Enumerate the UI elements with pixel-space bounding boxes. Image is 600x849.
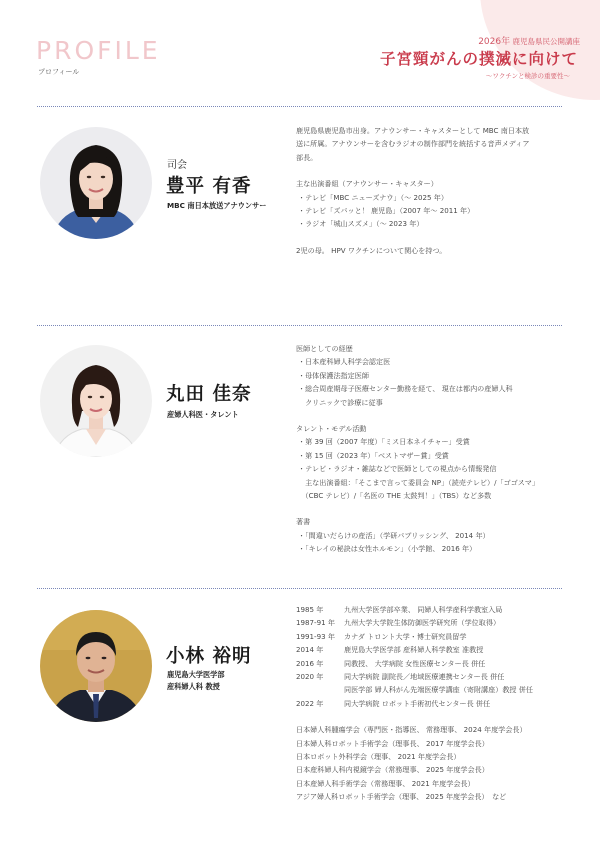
timeline-row — [296, 697, 568, 710]
avatar — [40, 610, 152, 722]
profile-bio — [296, 124, 568, 257]
profile-affiliation — [167, 200, 266, 212]
bio-line: 鹿児島県鹿児島市出身。アナウンサー・キャスターとして MBC 南日本放 — [296, 126, 530, 135]
timeline-row — [296, 670, 568, 683]
timeline-row — [296, 643, 568, 656]
bio-line: 部長。 — [296, 152, 318, 162]
timeline-text: 同教授、 大学病院 女性医療センター長 併任 — [344, 658, 486, 668]
bio-heading: 主な出演番組（アナウンサー・キャスター） — [296, 179, 438, 189]
bio-bullet: ・テレビ「MBC ニューズナウ」（〜 2025 年） — [298, 192, 448, 202]
event-tagline: 〜ワクチンと検診の重要性〜 — [485, 72, 570, 80]
timeline-year: 1985 年 — [296, 605, 324, 614]
bio-bullet: ・「間違いだらけの産活」（学研パブリッシング、 2014 年） — [298, 530, 490, 540]
timeline-text: 同大学病院 ロボット手術初代センター長 併任 — [344, 698, 491, 708]
event-name-text: 鹿児島県民公開講座 — [512, 37, 580, 46]
avatar — [40, 345, 152, 457]
society-line: 日本婦人科腫瘍学会（専門医・指導医、 常務理事、 2024 年度学会長） — [296, 725, 527, 735]
bio-heading: 著書 — [296, 517, 311, 527]
timeline-year: 2016 年 — [296, 658, 324, 668]
timeline-row — [296, 603, 568, 616]
bio-bullet: クリニックで診療に従事 — [298, 397, 383, 407]
bio-bullet: ・総合周産期母子医療センター勤務を経て、 現在は都内の産婦人科 — [298, 384, 513, 394]
timeline-row — [296, 683, 568, 696]
society-line: 日本産科婦人科内視鏡学会（常務理事、 2025 年度学会長） — [296, 765, 489, 775]
timeline-year — [296, 683, 344, 696]
timeline-text: 九州大学大学院生体防御医学研究所（学位取得） — [344, 618, 501, 628]
timeline-year: 2022 年 — [296, 698, 324, 708]
bio-bullet: （CBC テレビ）/「名医の THE 太鼓判！」（TBS）など多数 — [298, 491, 492, 501]
bio-bullet: ・テレビ・ラジオ・雑誌などで医師としての視点から情報発信 — [298, 464, 497, 474]
divider — [37, 325, 562, 326]
society-line: 日本婦人科ロボット手術学会（理事長、 2017 年度学会長） — [296, 738, 489, 748]
profile-bio — [296, 603, 568, 804]
bio-heading: タレント・モデル活動 — [296, 424, 367, 434]
page-subtitle: プロフィール — [38, 68, 80, 76]
timeline-year: 1991-93 年 — [296, 631, 335, 641]
bio-bullet: ・「キレイの秘訣は女性ホルモン」（小学館、 2016 年） — [298, 544, 477, 554]
timeline-text: 同医学部 婦人科がん先端医療学講座（寄附講座）教授 併任 — [344, 685, 533, 695]
affiliation-line: 産婦人科医・タレント — [167, 410, 239, 419]
bio-bullet: ・第 39 回（2007 年度）「ミス日本ネイチャー」受賞 — [298, 437, 470, 447]
bio-line: 2児の母。 HPV ワクチンについて関心を持つ。 — [296, 245, 447, 255]
timeline-text: 鹿児島大学医学部 産科婦人科学教室 准教授 — [344, 645, 484, 655]
event-title: 子宮頸がんの撲滅に向けて — [379, 50, 578, 68]
profile-bio — [296, 342, 568, 556]
timeline-row — [296, 616, 568, 629]
bio-heading: 医師としての経歴 — [296, 344, 353, 353]
bio-line: 送に所属。アナウンサーを含むラジオの制作部門を統括する音声メディア — [296, 139, 530, 149]
divider — [37, 588, 562, 589]
timeline-row — [296, 630, 568, 643]
affiliation-line: 鹿児島大学医学部 — [167, 670, 225, 679]
timeline-year: 2020 年 — [296, 672, 324, 682]
profile-name: 小林 裕明 — [166, 646, 252, 667]
profile-name: 丸田 佳奈 — [166, 384, 252, 405]
bio-bullet: ・第 15 回（2023 年）「ベストマザー賞」受賞 — [298, 450, 449, 460]
bio-bullet: ・テレビ「ズバッと！ 鹿児島」（2007 年〜 2011 年） — [298, 206, 475, 216]
society-line: 日本ロボット外科学会（理事、 2021 年度学会長） — [296, 752, 461, 762]
timeline-text: 同大学病院 副院長／地域医療連携センター長 併任 — [344, 672, 505, 682]
timeline-year: 2014 年 — [296, 645, 324, 655]
profile-role: 司会 — [167, 160, 187, 171]
bio-bullet: 主な出演番組：「そこまで言って委員会 NP」（読売テレビ）/「ゴゴスマ」 — [298, 477, 539, 487]
profile-affiliation — [167, 409, 239, 421]
timeline-row — [296, 657, 568, 670]
profile-name: 豊平 有香 — [166, 176, 252, 197]
society-line: アジア婦人科ロボット手術学会（理事、 2025 年度学会長） など — [296, 792, 507, 802]
bio-bullet: ・ラジオ「城山スズメ」（〜 2023 年） — [298, 219, 424, 229]
page-title: PROFILE — [36, 36, 161, 65]
avatar — [40, 127, 152, 239]
affiliation-line: MBC 南日本放送アナウンサー — [167, 201, 267, 210]
timeline-text: 九州大学医学部卒業、 同婦人科学産科学教室入局 — [344, 605, 503, 614]
divider — [37, 106, 562, 107]
profile-affiliation — [167, 669, 225, 693]
bio-bullet: ・母体保護法指定医師 — [298, 370, 369, 380]
society-line: 日本産婦人科手術学会（常務理事、 2021 年度学会長） — [296, 778, 475, 788]
timeline-year: 1987-91 年 — [296, 618, 335, 628]
event-year: 2026年 — [478, 37, 511, 47]
timeline-text: カナダ トロント大学・博士研究員留学 — [344, 631, 467, 641]
affiliation-line: 産科婦人科 教授 — [167, 682, 220, 691]
bio-bullet: ・日本産科婦人科学会認定医 — [298, 357, 391, 367]
event-name — [478, 34, 580, 47]
